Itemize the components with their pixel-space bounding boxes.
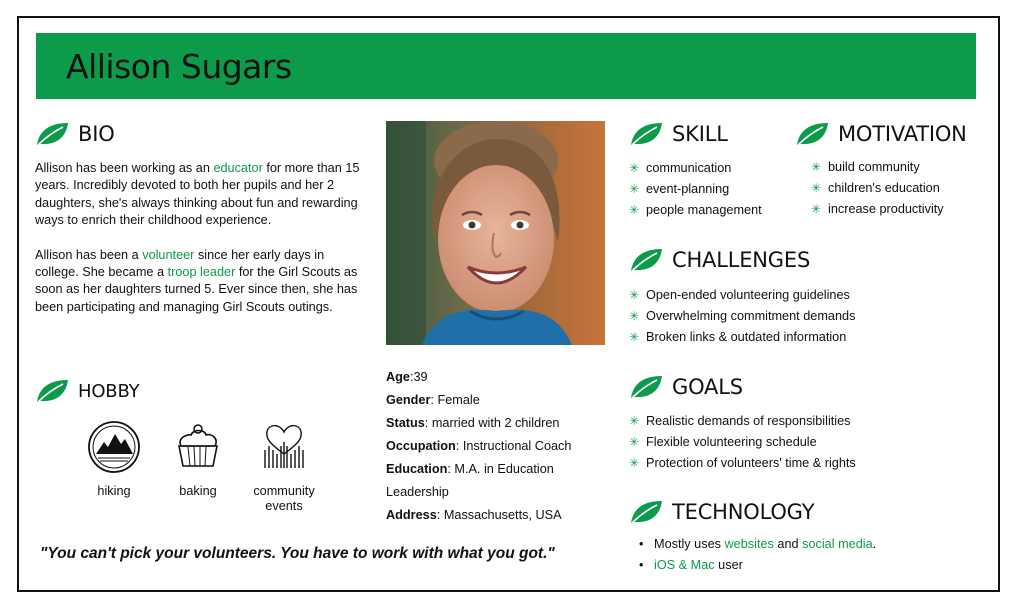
fact-value: :39 (409, 370, 428, 384)
list-item (636, 534, 876, 555)
list-item (811, 157, 944, 178)
skill-item: communication (646, 161, 732, 175)
asterisk-icon: ✳ (811, 181, 822, 195)
fact-label: Address (386, 508, 437, 522)
bio-text-segment: Allison has been working as an (35, 161, 214, 175)
challenges-list (629, 285, 855, 348)
goals-heading: GOALS (672, 375, 743, 399)
tech-highlight-websites: websites (724, 537, 774, 551)
list-item (629, 179, 762, 200)
motivation-list (811, 157, 944, 220)
goal-item: Realistic demands of responsibilities (646, 414, 851, 428)
asterisk-icon: ✳ (629, 456, 640, 470)
bio-paragraph-1 (35, 160, 365, 230)
asterisk-icon: ✳ (811, 160, 822, 174)
fact-gender (386, 389, 616, 412)
bio-text-segment: Allison has been a (35, 247, 143, 262)
asterisk-icon: ✳ (629, 203, 640, 217)
hobby-hiking (83, 420, 145, 499)
leaf-icon (35, 121, 69, 147)
hobby-label: community events (253, 484, 315, 513)
list-item (636, 555, 876, 576)
challenge-item: Broken links & outdated information (646, 330, 847, 344)
bio-highlight-volunteer: volunteer (142, 247, 195, 262)
fact-label: Gender (386, 393, 431, 407)
skill-heading: SKILL (672, 122, 728, 146)
hobby-community-events (244, 420, 324, 514)
hobby-heading: HOBBY (78, 380, 140, 402)
fact-occupation (386, 435, 616, 458)
persona-facts (386, 366, 616, 527)
goal-item: Flexible volunteering schedule (646, 435, 817, 449)
mountain-icon (87, 420, 141, 474)
fact-status (386, 412, 616, 435)
technology-header (629, 499, 814, 525)
goal-item: Protection of volunteers' time & rights (646, 456, 856, 470)
persona-photo (386, 121, 605, 345)
challenges-header (629, 247, 810, 273)
bio-heading: BIO (78, 122, 115, 146)
skill-header (629, 121, 728, 147)
goals-list (629, 411, 856, 474)
persona-quote: "You can't pick your volunteers. You have to work with what you got." (40, 545, 555, 562)
challenge-item: Open-ended volunteering guidelines (646, 288, 850, 302)
bio-text-segment: since her early days in college. She became a (35, 247, 325, 280)
motivation-item: children's education (828, 181, 940, 195)
fact-value: : Massachusetts, USA (436, 508, 562, 522)
tech-text: Mostly uses (654, 537, 725, 551)
motivation-item: increase productivity (828, 202, 944, 216)
hobby-header (35, 378, 139, 404)
list-item (629, 285, 855, 306)
tech-text: user (714, 558, 743, 572)
tech-text: . (872, 537, 877, 551)
asterisk-icon: ✳ (629, 161, 640, 175)
leaf-icon (629, 121, 663, 147)
bio-text-segment: for more than 15 years. Incredibly devoted to both her pupils and her 2 daughters, she's always thinking about fun and rewarding ways to enrich their childhood experience. (35, 161, 360, 228)
list-item (629, 200, 762, 221)
list-item (629, 306, 855, 327)
skill-item: event-planning (646, 182, 730, 196)
list-item (629, 411, 856, 432)
technology-list (636, 534, 876, 576)
bio-highlight-educator: educator (213, 161, 263, 175)
bio-paragraph-2 (35, 247, 365, 317)
tech-highlight-social-media: social media (802, 537, 873, 551)
skill-list (629, 158, 762, 221)
list-item (629, 432, 856, 453)
motivation-heading: MOTIVATION (838, 122, 967, 146)
hobby-label: hiking (97, 484, 131, 498)
persona-name: Allison Sugars (66, 47, 292, 86)
asterisk-icon: ✳ (629, 330, 640, 344)
list-item (811, 199, 944, 220)
challenges-heading: CHALLENGES (672, 248, 811, 272)
fact-label: Education (386, 462, 448, 476)
fact-value: : M.A. in Education Leadership (386, 462, 554, 499)
challenge-item: Overwhelming commitment demands (646, 309, 856, 323)
fact-address (386, 504, 616, 527)
fact-age (386, 366, 616, 389)
bio-text-segment: for the Girl Scouts as soon as her daughters turned 5. Ever since then, she has been participating and managing Girl Scouts outings. (35, 265, 358, 314)
hobby-label: baking (179, 484, 217, 498)
header-banner (36, 33, 976, 99)
tech-text: and (773, 537, 803, 551)
fact-value: : Instructional Coach (455, 439, 572, 453)
list-item (629, 158, 762, 179)
bio-header (35, 121, 115, 147)
hobby-baking (170, 420, 226, 499)
bio-highlight-troop-leader: troop leader (167, 265, 236, 280)
asterisk-icon: ✳ (811, 202, 822, 216)
asterisk-icon: ✳ (629, 288, 640, 302)
list-item (811, 178, 944, 199)
list-item (629, 327, 855, 348)
fact-value: : Female (430, 393, 480, 407)
fact-label: Occupation (386, 439, 456, 453)
fact-education (386, 458, 591, 504)
raised-hands-icon (259, 420, 309, 474)
motivation-item: build community (828, 160, 920, 174)
leaf-icon (629, 247, 663, 273)
leaf-icon (35, 378, 69, 404)
fact-label: Age (386, 370, 410, 384)
tech-highlight-ios-mac: iOS & Mac (654, 558, 715, 572)
technology-heading: TECHNOLOGY (672, 500, 815, 524)
asterisk-icon: ✳ (629, 414, 640, 428)
fact-label: Status (386, 416, 425, 430)
leaf-icon (629, 374, 663, 400)
leaf-icon (629, 499, 663, 525)
goals-header (629, 374, 743, 400)
motivation-header (795, 121, 967, 147)
cupcake-icon (173, 420, 223, 474)
skill-item: people management (646, 203, 762, 217)
fact-value: : married with 2 children (424, 416, 560, 430)
list-item (629, 453, 856, 474)
bio-text (35, 160, 365, 333)
leaf-icon (795, 121, 829, 147)
asterisk-icon: ✳ (629, 182, 640, 196)
asterisk-icon: ✳ (629, 309, 640, 323)
asterisk-icon: ✳ (629, 435, 640, 449)
